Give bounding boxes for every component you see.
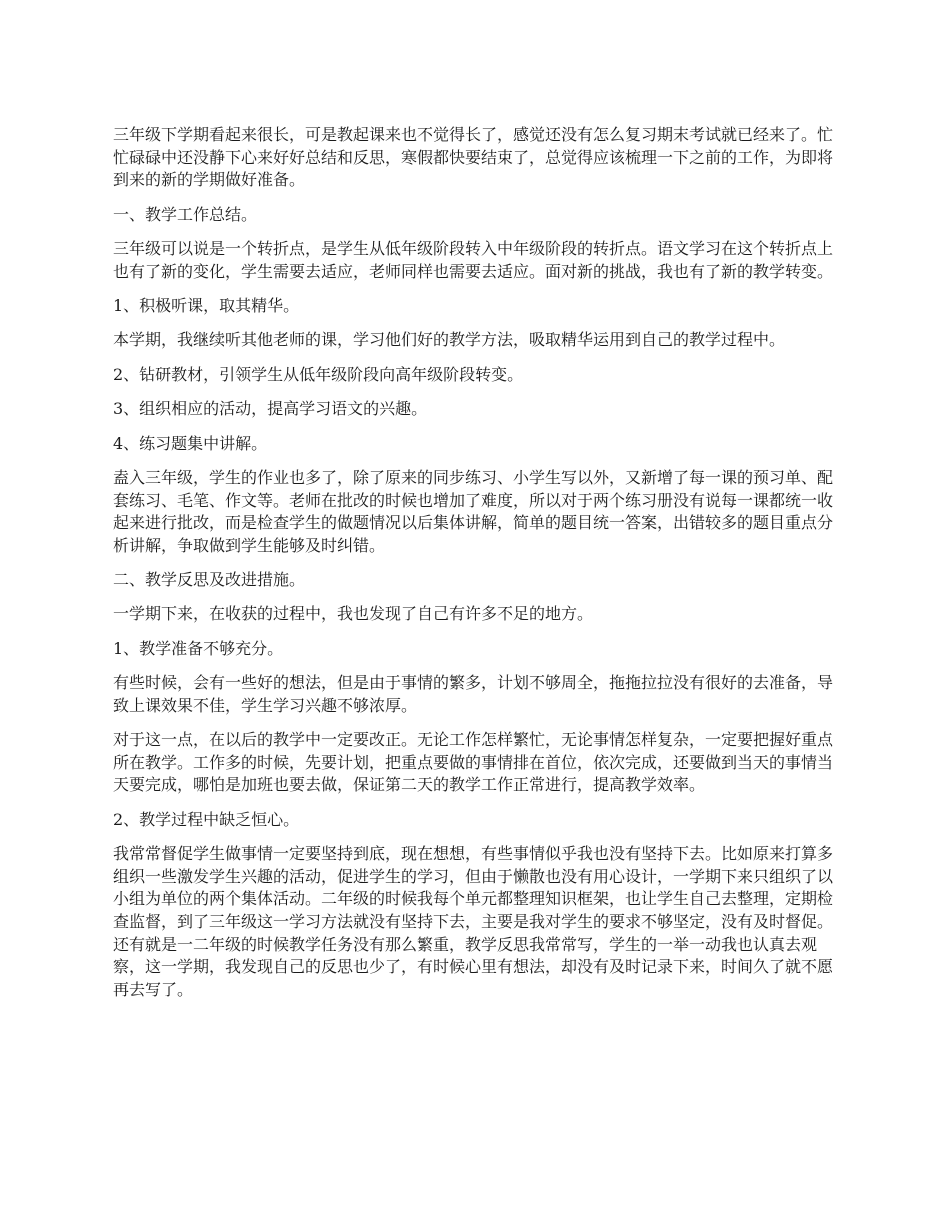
paragraph-improvement: 对于这一点，在以后的教学中一定要改正。无论工作怎样繁忙，无论事情怎样复杂，一定要把握好重点所在教学。工作多的时候，先要计划，把重点要做的事情排在首位，依次完成，还要做到当天的事情当天要完成，哪怕是加班也要去做，保证第二天的教学工作正常进行，提高教学效率。 [113,730,834,795]
paragraph-preparation: 有些时候，会有一些好的想法，但是由于事情的繁多，计划不够周全，拖拖拉拉没有很好的去准备，导致上课效果不佳，学生学习兴趣不够浓厚。 [113,673,834,715]
paragraph-turning-point: 三年级可以说是一个转折点，是学生从低年级阶段转入中年级阶段的转折点。语文学习在这个转折点上也有了新的变化，学生需要去适应，老师同样也需要去适应。面对新的挑战，我也有了新的教学转变。 [113,238,834,281]
paragraph-attend-lessons: 本学期，我继续听其他老师的课，学习他们好的教学方法，吸取精华运用到自己的教学过程中。 [113,330,786,350]
section-heading-teaching-summary: 一、教学工作总结。 [113,204,258,224]
intro-paragraph: 三年级下学期看起来很长，可是教起课来也不觉得长了，感觉还没有怎么复习期末考试就已经来了。忙忙碌碌中还没静下心来好好总结和反思，寒假都快要结束了，总觉得应该梳理一下之前的工作，为即将到来的新的学期做好准备。 [113,125,834,190]
paragraph-exercise-explanation: 盍入三年级，学生的作业也多了，除了原来的同步练习、小学生写以外，又新增了每一课的预习单、配套练习、毛笔、作文等。老师在批改的时候也增加了难度，所以对于两个练习册没有说每一课都统一收起来进行批改，而是检查学生的做题情况以后集体讲解，简单的题目统一答案，出错较多的题目重点分析讲解，争取做到学生能够及时纠错。 [113,467,834,555]
item-heading-perseverance: 2、教学过程中缺乏恒心。 [113,809,300,829]
paragraph-shortcomings: 一学期下来，在收获的过程中，我也发现了自己有许多不足的地方。 [113,604,594,624]
item-heading-exercise-explanation: 4、练习题集中讲解。 [113,433,268,453]
item-heading-organize-activities: 3、组织相应的活动，提高学习语文的兴趣。 [113,399,428,419]
document-body [113,124,841,1013]
section-heading-reflection: 二、教学反思及改进措施。 [113,570,306,590]
item-heading-attend-lessons: 1、积极听课，取其精华。 [113,295,300,315]
item-heading-study-textbook: 2、钻研教材，引领学生从低年级阶段向高年级阶段转变。 [113,364,524,384]
paragraph-perseverance: 我常常督促学生做事情一定要坚持到底，现在想想，有些事情似乎我也没有坚持下去。比如原来打算多组织一些激发学生兴趣的活动，促进学生的学习，但由于懒散也没有用心设计，一学期下来只组织了以小组为单位的两个集体活动。二年级的时候我每个单元都整理知识框架，也让学生自己去整理，定期检查监督，到了三年级这一学习方法就没有坚持下去，主要是我对学生的要求不够坚定，没有及时督促。还有就是一二年级的时候教学任务没有那么繁重，教学反思我常常写，学生的一举一动我也认真去观察，这一学期，我发现自己的反思也少了，有时候心里有想法，却没有及时记录下来，时间久了就不愿再去写了。 [113,844,834,999]
item-heading-preparation: 1、教学准备不够充分。 [113,638,284,658]
